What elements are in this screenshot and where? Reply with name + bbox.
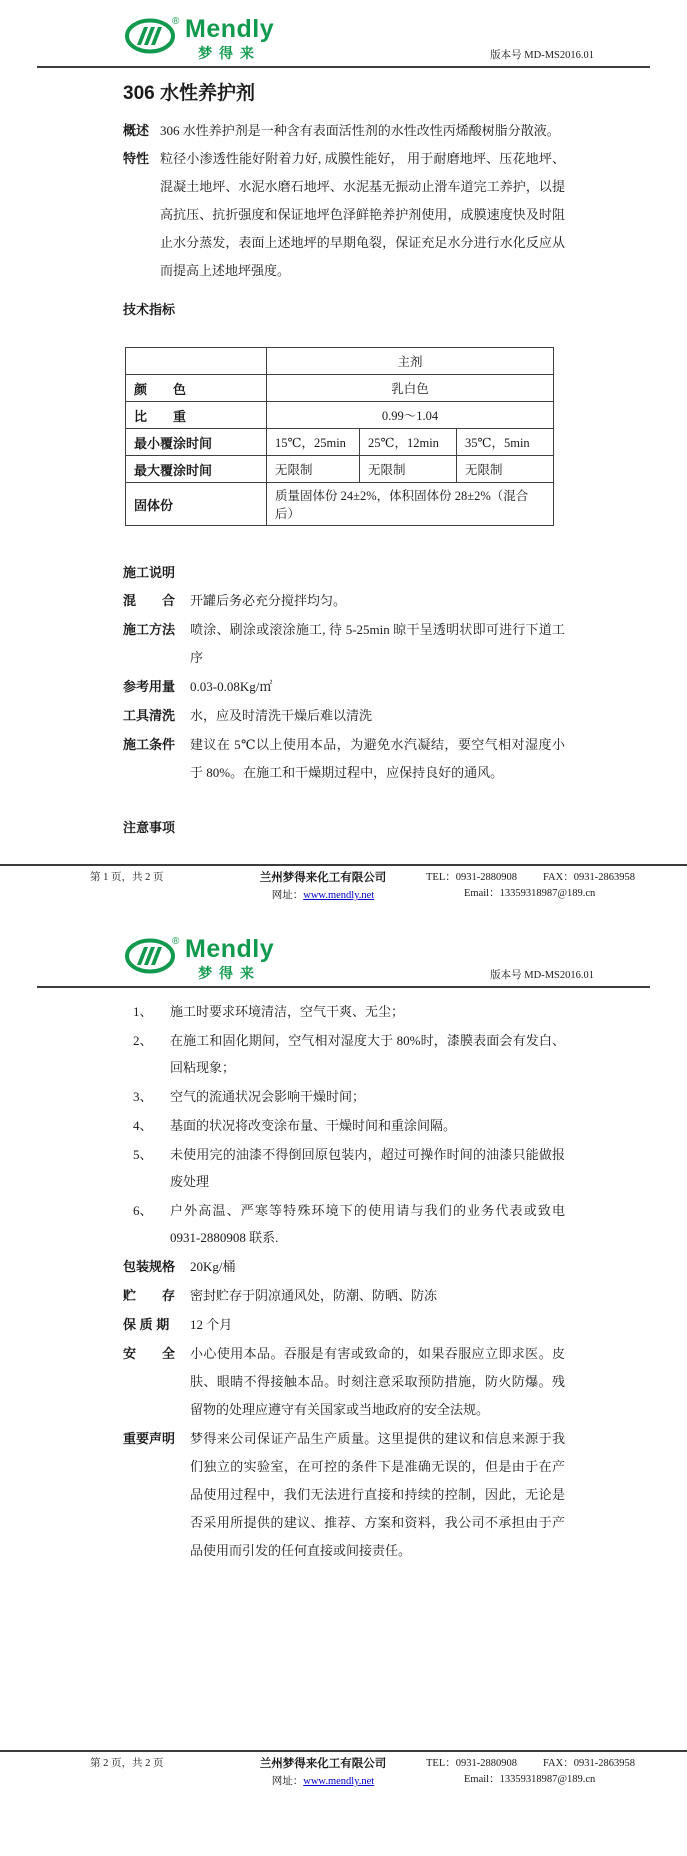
- page1-header: [0, 0, 687, 66]
- table-cell: 0.99～1.04: [267, 402, 554, 429]
- footer-phone-line: [426, 1756, 647, 1772]
- construction-item-text: 水，应及时清洗干燥后难以清洗: [190, 708, 373, 723]
- table-cell: 固体份: [126, 483, 267, 526]
- table-row: [126, 456, 554, 483]
- footer-fax: FAX：0931-2863958: [543, 872, 635, 883]
- table-row: [126, 429, 554, 456]
- construction-item: [123, 702, 565, 730]
- construction-item: [123, 616, 565, 672]
- construction-item-label: 工具清洗: [123, 708, 176, 723]
- brand-name-cn: 梦得来: [198, 965, 262, 982]
- note-item: [133, 1027, 565, 1081]
- note-number: 6、: [133, 1203, 153, 1219]
- page2-footer: [0, 1750, 687, 1790]
- note-number: 1、: [133, 1004, 153, 1020]
- table-cell: 质量固体份 24±2%，体积固体份 28±2%（混合后）: [267, 483, 554, 526]
- header-rule: [37, 66, 650, 68]
- construction-item-text: 开罐后务必充分搅拌均匀。: [190, 593, 347, 608]
- info-item-text: 20Kg/桶: [190, 1259, 236, 1275]
- note-item: [133, 1083, 565, 1110]
- feature-text: 粒径小渗透性能好附着力好, 成膜性能好， 用于耐磨地坪、压花地坪、混凝土地坪、水泥水磨石地坪、水泥基无振动止滑车道完工养护，以提高抗压、抗折强度和保证地坪色泽鲜艳养护剂使用，成膜速度快及时阻止水分蒸发，表面上述地坪的早期龟裂，保证充足水分进行水化反应从而提高上述地坪强度。: [160, 151, 565, 278]
- overview-section: [123, 117, 565, 145]
- version-label: 版本号 MD-MS2016.01: [490, 970, 594, 982]
- construction-item-text: 建议在 5℃以上使用本品，为避免水汽凝结，要空气相对湿度小于 80%。在施工和干燥期过程中，应保持良好的通风。: [190, 737, 565, 780]
- overview-text: 306 水性养护剂是一种含有表面活性剂的水性改性丙烯酸树脂分散液。: [160, 123, 560, 138]
- construction-item-label: 施工条件: [123, 737, 176, 752]
- footer-tel: TEL：0931-2880908: [426, 1758, 517, 1770]
- note-number: 3、: [133, 1089, 153, 1105]
- table-cell: 35℃，5min: [457, 429, 554, 456]
- note-item: [133, 1141, 565, 1195]
- info-item-text: 小心使用本品。吞服是有害或致命的，如果吞服应立即求医。皮肤、眼睛不得接触本品。时刻注意采取预防措施，防火防爆。残留物的处理应遵守有关国家或当地政府的安全法规。: [190, 1346, 565, 1418]
- table-row: [126, 348, 554, 375]
- note-item: [133, 998, 565, 1025]
- note-item: [133, 1112, 565, 1139]
- info-item-label: 保 质 期: [123, 1317, 170, 1333]
- note-text: 施工时要求环境清洁，空气干爽、无尘；: [170, 1004, 405, 1020]
- construction-item: [123, 673, 565, 701]
- info-item: [123, 1311, 565, 1339]
- overview-label: 概述: [123, 123, 150, 138]
- construction-item-label: 施工方法: [123, 622, 176, 637]
- table-cell: 最大覆涂时间: [126, 456, 267, 483]
- info-item-label: 安 全: [123, 1346, 176, 1362]
- table-cell: 无限制: [360, 456, 457, 483]
- table-cell: 颜 色: [126, 375, 267, 402]
- footer-web: [238, 1774, 408, 1790]
- note-text: 基面的状况将改变涂布量、干燥时间和重涂间隔。: [170, 1118, 457, 1134]
- table-row: [126, 402, 554, 429]
- info-item-text: 密封贮存于阴凉通风处，防潮、防晒、防冻: [190, 1288, 438, 1304]
- footer-fax: FAX：0931-2863958: [543, 1758, 635, 1770]
- page-number: 第 1 页，共 2 页: [90, 872, 164, 883]
- info-item-text: 12 个月: [190, 1317, 233, 1333]
- note-text: 未使用完的油漆不得倒回原包装内，超过可操作时间的油漆只能做报废处理: [170, 1147, 565, 1190]
- page1-footer: [0, 864, 687, 904]
- info-item: [123, 1253, 565, 1281]
- page2-header: [0, 920, 687, 986]
- note-text: 户外高温、严寒等特殊环境下的使用请与我们的业务代表或致电 0931-2880908 联系.: [170, 1203, 565, 1246]
- mendly-logo-mark-icon: [125, 935, 181, 980]
- construction-item-text: 0.03-0.08Kg/㎡: [190, 679, 273, 694]
- construction-item: [123, 731, 565, 787]
- brand-text: [185, 17, 274, 63]
- info-item: [123, 1282, 565, 1310]
- note-number: 2、: [133, 1033, 153, 1049]
- table-cell: 无限制: [267, 456, 360, 483]
- brand-logo: [125, 15, 274, 63]
- footer-tel: TEL：0931-2880908: [426, 872, 517, 883]
- table-cell: 最小覆涂时间: [126, 429, 267, 456]
- svg-text:®: ®: [172, 16, 180, 27]
- table-cell: 15℃，25min: [267, 429, 360, 456]
- construction-item: [123, 587, 565, 615]
- footer-email: Email：13359318987@189.cn: [464, 1774, 596, 1786]
- construction-item-label: 混 合: [123, 593, 176, 608]
- table-cell: 乳白色: [267, 375, 554, 402]
- table-header-cell: 主剂: [267, 348, 554, 375]
- footer-company: 兰州梦得来化工有限公司: [259, 1758, 387, 1771]
- info-item-label: 贮 存: [123, 1288, 176, 1304]
- construction-heading: 施工说明: [123, 565, 176, 580]
- footer-company: 兰州梦得来化工有限公司: [259, 872, 387, 884]
- table-corner-cell: [126, 348, 267, 375]
- brand-name-cn: 梦得来: [198, 45, 262, 61]
- info-item-text: 梦得来公司保证产品生产质量。这里提供的建议和信息来源于我们独立的实验室，在可控的条件下是准确无误的，但是由于在产品使用过程中，我们无法进行直接和持续的控制，因此，无论是否采用所提供的建议、推荐、方案和资料，我公司不承担由于产品使用而引发的任何直接或间接责任。: [190, 1431, 565, 1559]
- feature-section: [123, 145, 565, 285]
- footer-web-link[interactable]: www.mendly.net: [303, 1775, 375, 1787]
- brand-name: Mendly: [185, 935, 275, 964]
- svg-text:®: ®: [172, 936, 180, 948]
- note-number: 4、: [133, 1118, 153, 1134]
- table-row: [126, 375, 554, 402]
- footer-phone-line: [426, 870, 647, 886]
- page-1: [0, 0, 687, 904]
- note-text: 空气的流通状况会影响干燥时间；: [170, 1089, 366, 1105]
- bottom-whitespace: [0, 1790, 687, 1856]
- page-title: 306 水性养护剂: [123, 83, 255, 104]
- tech-heading: 技术指标: [123, 302, 176, 317]
- footer-web: [238, 888, 408, 904]
- info-item: [123, 1340, 565, 1424]
- table-cell: 25℃，12min: [360, 429, 457, 456]
- info-item: [123, 1425, 565, 1565]
- note-text: 在施工和固化期间，空气相对湿度大于 80%时，漆膜表面会有发白、回粘现象；: [170, 1033, 565, 1076]
- note-number: 5、: [133, 1147, 153, 1163]
- table-cell: 无限制: [457, 456, 554, 483]
- brand-text: [185, 937, 274, 983]
- footer-web-label: 网址：: [271, 1775, 304, 1787]
- brand-name: Mendly: [185, 15, 275, 43]
- page-number: 第 2 页，共 2 页: [90, 1758, 164, 1770]
- footer-web-label: 网址：: [271, 889, 304, 901]
- info-item-label: 重要声明: [123, 1431, 176, 1447]
- table-row: [126, 483, 554, 526]
- notes-heading: 注意事项: [123, 820, 176, 835]
- table-cell: 比 重: [126, 402, 267, 429]
- footer-web-link[interactable]: www.mendly.net: [303, 889, 375, 901]
- feature-label: 特性: [123, 151, 150, 166]
- info-item-label: 包装规格: [123, 1259, 176, 1275]
- note-item: [133, 1197, 565, 1251]
- version-label: 版本号 MD-MS2016.01: [490, 50, 594, 61]
- page-2: [0, 920, 687, 1856]
- spec-table: [125, 347, 554, 526]
- construction-item-text: 喷涂、刷涂或滚涂施工, 待 5-25min 晾干呈透明状即可进行下道工序: [190, 622, 565, 665]
- footer-email: Email：13359318987@189.cn: [464, 888, 596, 900]
- mendly-logo-mark-icon: [125, 15, 181, 60]
- construction-item-label: 参考用量: [123, 679, 176, 694]
- brand-logo: [125, 935, 274, 983]
